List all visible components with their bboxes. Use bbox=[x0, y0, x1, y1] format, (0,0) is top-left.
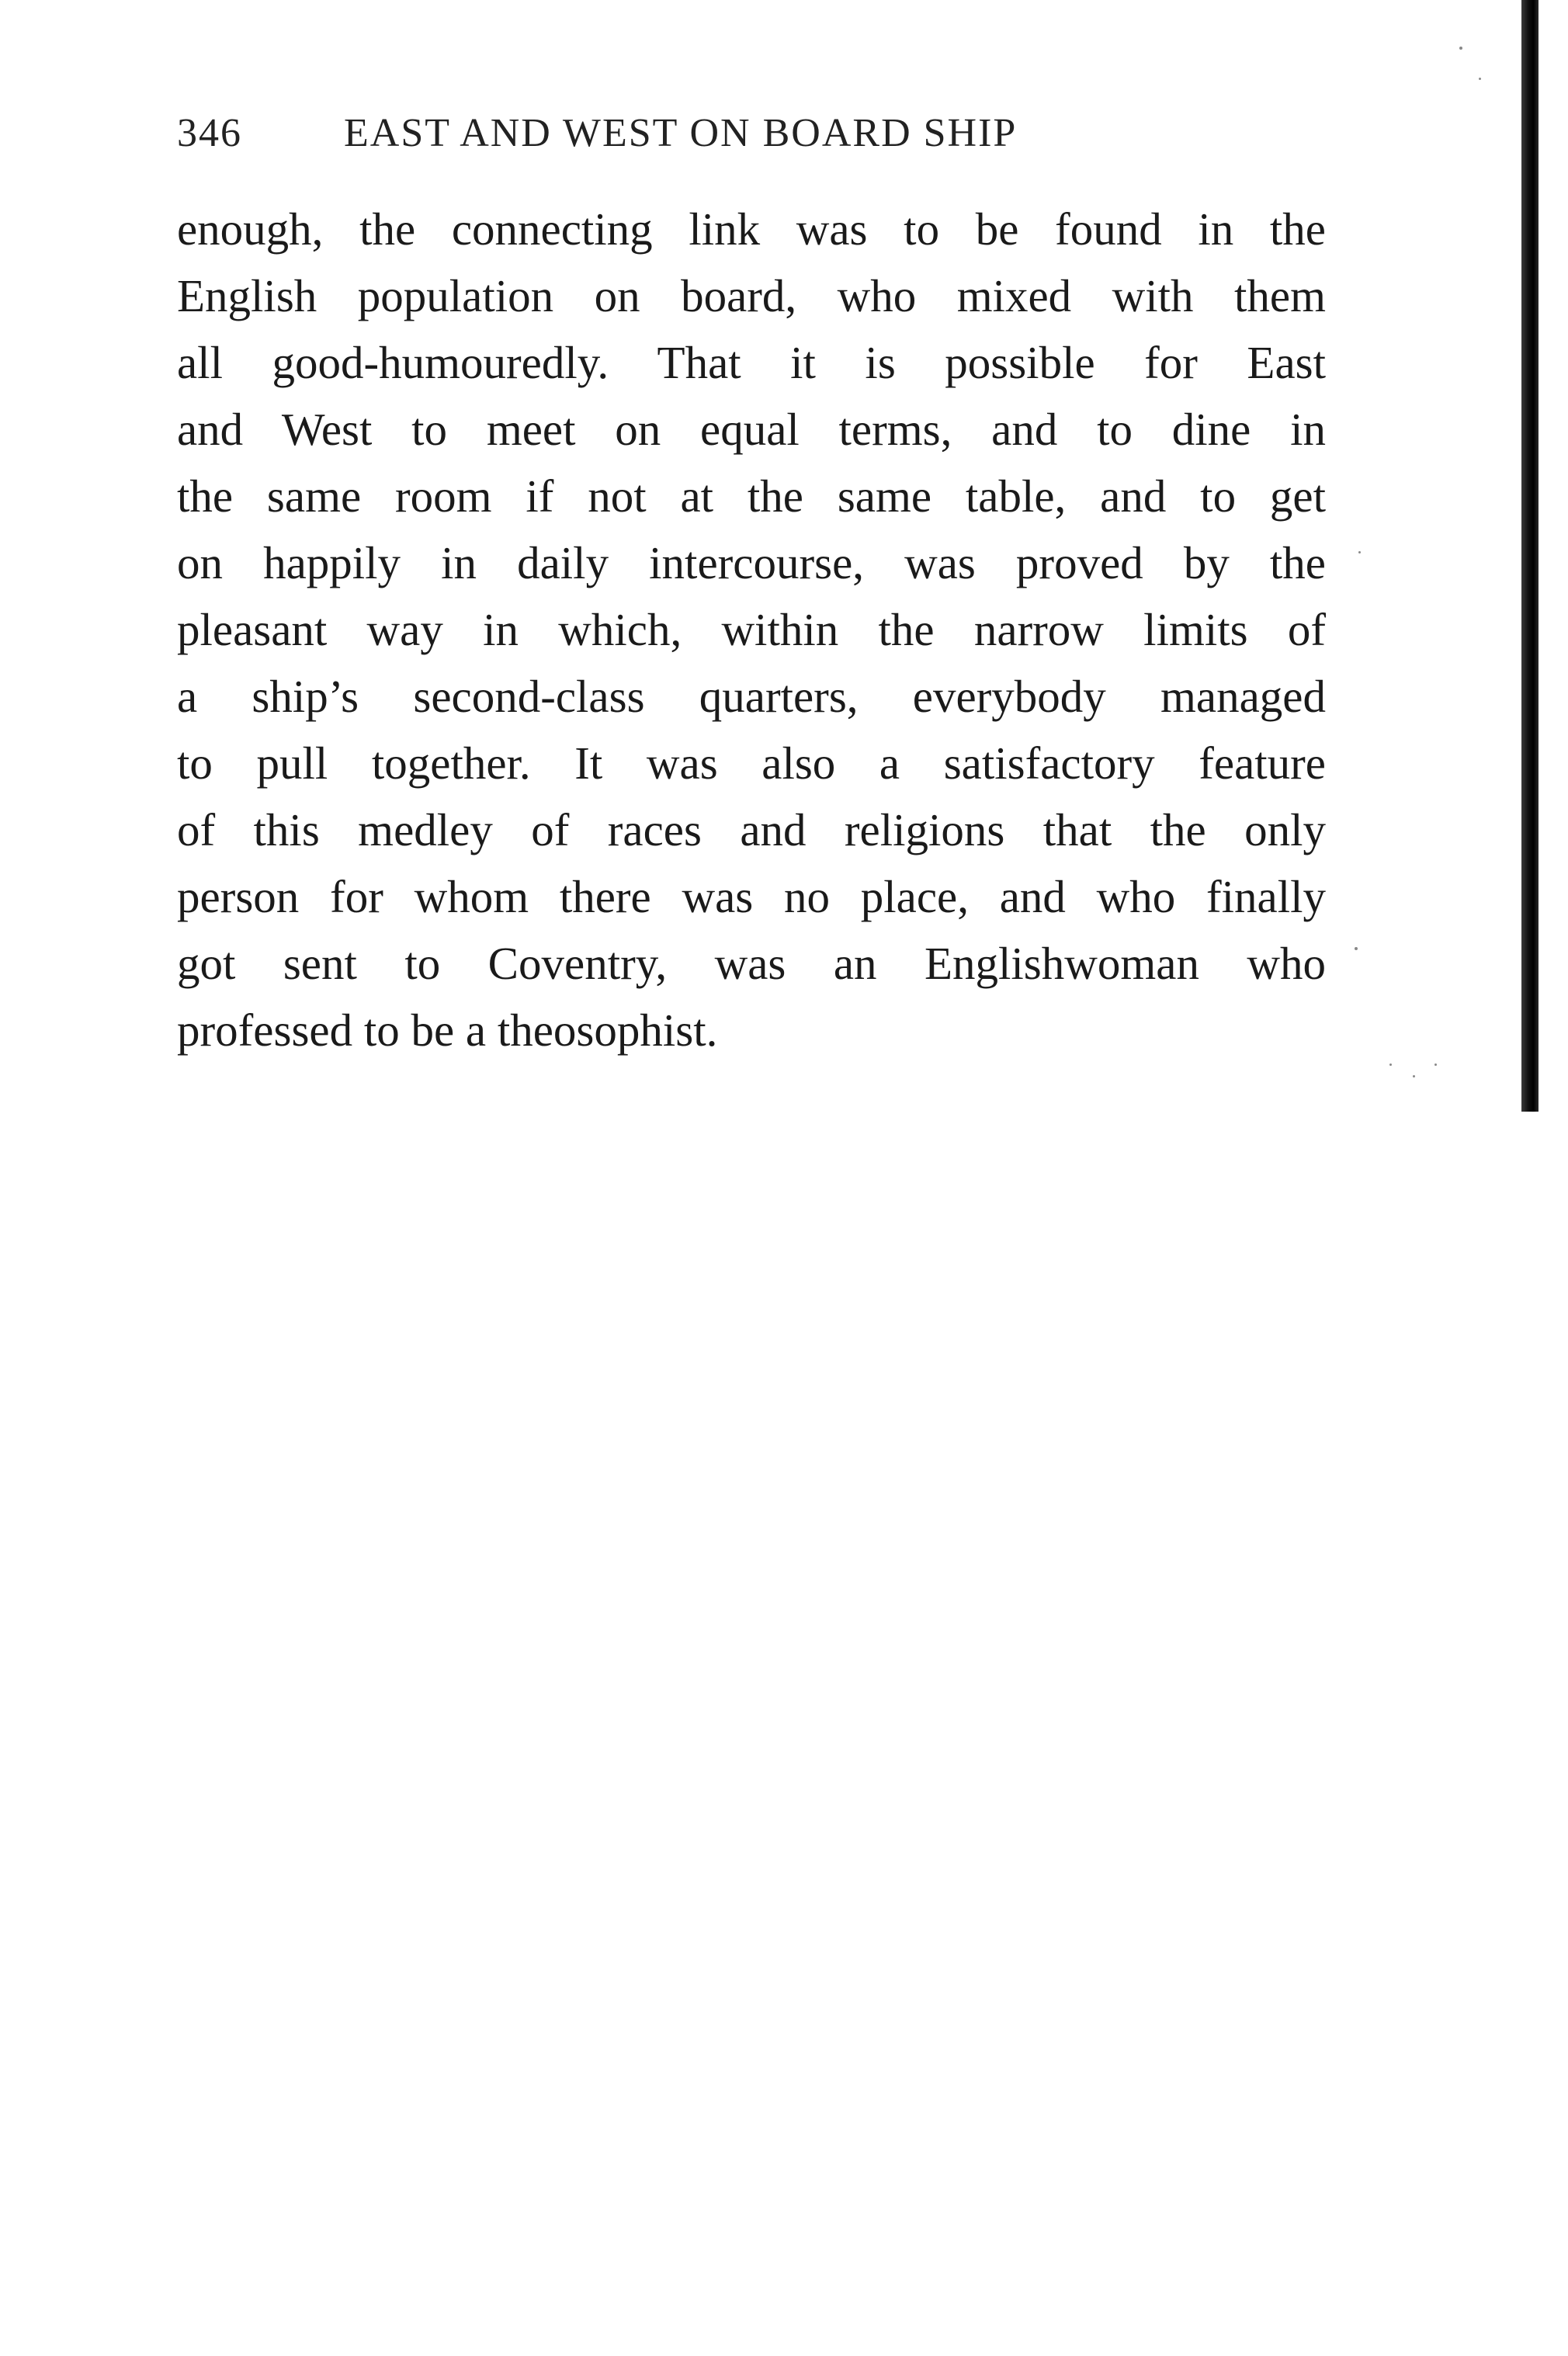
text-line: the same room if not at the same table, and to get bbox=[177, 470, 1326, 522]
text-line: person for whom there was no place, and who finally bbox=[177, 871, 1326, 922]
text-line: all good-humouredly. That it is possible for East bbox=[177, 337, 1326, 388]
text-line: on happily in daily intercourse, was proved by the bbox=[177, 537, 1326, 588]
scan-speck bbox=[1389, 1063, 1392, 1066]
text-line: a ship’s second-class quarters, everybody managed bbox=[177, 671, 1326, 722]
body-paragraph bbox=[177, 196, 1326, 1063]
scan-speck bbox=[1413, 1075, 1415, 1077]
page-number: 346 bbox=[177, 111, 242, 155]
text-line: enough, the connecting link was to be found in the bbox=[177, 203, 1326, 255]
scan-speck bbox=[1355, 947, 1358, 950]
text-line: got sent to Coventry, was an Englishwoman who bbox=[177, 938, 1326, 989]
text-line: of this medley of races and religions that the only bbox=[177, 804, 1326, 855]
scan-speck bbox=[1479, 78, 1481, 80]
scan-speck bbox=[1358, 551, 1361, 553]
scan-speck bbox=[1434, 1063, 1437, 1066]
scan-binding-edge bbox=[1521, 0, 1539, 1112]
text-line: pleasant way in which, within the narrow limits of bbox=[177, 604, 1326, 655]
running-head bbox=[177, 110, 1334, 165]
scan-speck bbox=[1459, 47, 1462, 50]
text-line: and West to meet on equal terms, and to dine in bbox=[177, 404, 1326, 455]
running-title: EAST AND WEST ON BOARD SHIP bbox=[344, 111, 1018, 155]
text-line: English population on board, who mixed with them bbox=[177, 270, 1326, 321]
text-line: to pull together. It was also a satisfactory feature bbox=[177, 737, 1326, 789]
text-line: professed to be a theosophist. bbox=[177, 1005, 718, 1056]
